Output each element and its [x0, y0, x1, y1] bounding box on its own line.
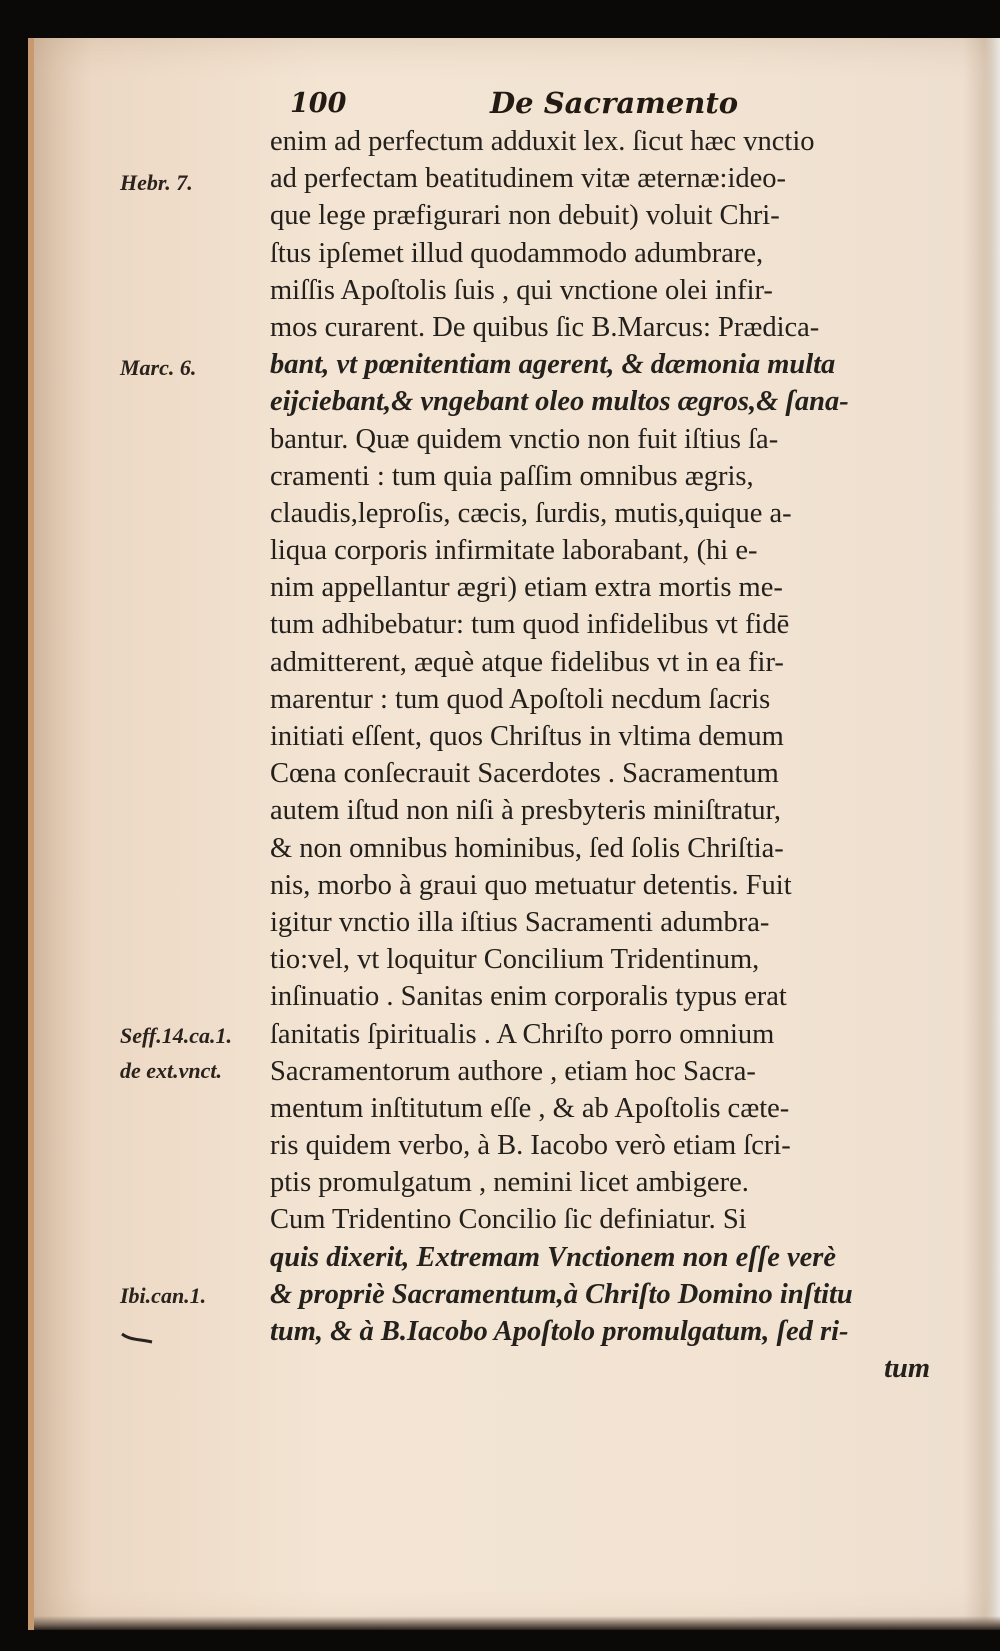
text-line-quotation: tum, & à B.Iacobo Apoſtolo promulgatum, ſed ri-: [270, 1316, 849, 1347]
text-line: & non omnibus hominibus, ſed ſolis Chriſtia-: [270, 832, 784, 864]
text-line: initiati eſſent, quos Chriſtus in vltima demum: [270, 721, 784, 752]
text-line: liqua corporis infirmitate laborabant, (hi e-: [270, 535, 758, 567]
body-text: [270, 123, 930, 1387]
text-line: tio:vel, vt loquitur Concilium Tridentinum,: [270, 944, 760, 976]
text-line: mos curarent. De quibus ſic B.Marcus: Prædica-: [270, 311, 820, 343]
margin-note-hebr: Hebr. 7.: [120, 170, 193, 195]
page-number: 100: [290, 88, 347, 119]
tilde-mark-icon: [120, 1330, 154, 1344]
text-line: bantur. Quæ quidem vnctio non fuit iſtius ſa-: [270, 423, 779, 455]
text-line: miſſis Apoſtolis ſuis , qui vnctione olei infir-: [270, 274, 773, 306]
text-line: inſinuatio . Sanitas enim corporalis typus erat: [270, 981, 787, 1013]
text-line: marentur : tum quod Apoſtoli necdum ſacris: [270, 683, 771, 715]
margin-note-ibi: Ibi.can.1.: [120, 1283, 207, 1308]
text-line-quotation: & propriè Sacramentum,à Chriſto Domino inſtitu: [270, 1278, 853, 1310]
text-line: autem iſtud non niſi à presbyteris miniſtratur,: [270, 795, 781, 827]
text-line: tum adhibebatur: tum quod infidelibus vt fidē: [270, 609, 790, 641]
text-line: igitur vnctio illa iſtius Sacramenti adumbra-: [270, 906, 770, 938]
text-line: cramenti : tum quia paſſim omnibus ægris,: [270, 460, 754, 492]
text-line: nis, morbo à graui quo metuatur detentis. Fuit: [270, 869, 792, 901]
text-line: enim ad perfectum adduxit lex. ſicut hæc vnctio: [270, 126, 815, 157]
text-line: claudis,leproſis, cæcis, ſurdis, mutis,quique a-: [270, 497, 792, 529]
text-line: Sacramentorum authore , etiam hoc Sacra-: [270, 1055, 756, 1087]
margin-note-marc: Marc. 6.: [120, 355, 197, 380]
text-line: ad perfectam beatitudinem vitæ æternæ:ideo-: [270, 163, 787, 195]
margin-note-de-ext: de ext.vnct.: [120, 1058, 223, 1083]
text-line: ſtus ipſemet illud quodammodo adumbrare,: [270, 237, 764, 269]
margin-note-sess: Seff.14.ca.1.: [120, 1023, 233, 1048]
text-line: ris quidem verbo, à B. Iacobo verò etiam ſcri-: [270, 1130, 791, 1162]
text-line: Cœna conſecrauit Sacerdotes . Sacramentum: [270, 758, 779, 790]
text-line: admitterent, æquè atque fidelibus vt in ea fir-: [270, 646, 784, 678]
text-line: mentum inſtitutum eſſe , & ab Apoſtolis cæte-: [270, 1092, 790, 1124]
text-line-quotation: quis dixerit, Extremam Vnctionem non eſſe verè: [270, 1241, 837, 1273]
text-line-quotation: eijciebant,& vngebant oleo multos ægros,& ſana-: [270, 386, 849, 418]
text-line-quotation: bant, vt pœnitentiam agerent, & dæmonia multa: [270, 349, 836, 381]
text-line: nim appellantur ægri) etiam extra mortis me-: [270, 572, 783, 604]
text-line: ſanitatis ſpiritualis . A Chriſto porro omnium: [270, 1018, 775, 1050]
text-line: ptis promulgatum , nemini licet ambigere.: [270, 1167, 749, 1199]
text-line: que lege præfigurari non debuit) voluit Chri-: [270, 200, 780, 232]
catchword: tum: [884, 1353, 930, 1385]
text-line: Cum Tridentino Concilio ſic definiatur. Si: [270, 1204, 747, 1236]
running-title: De Sacramento: [490, 86, 739, 120]
page-bottom-edge: [34, 1616, 1000, 1630]
page-right-edge: [984, 38, 1000, 1630]
